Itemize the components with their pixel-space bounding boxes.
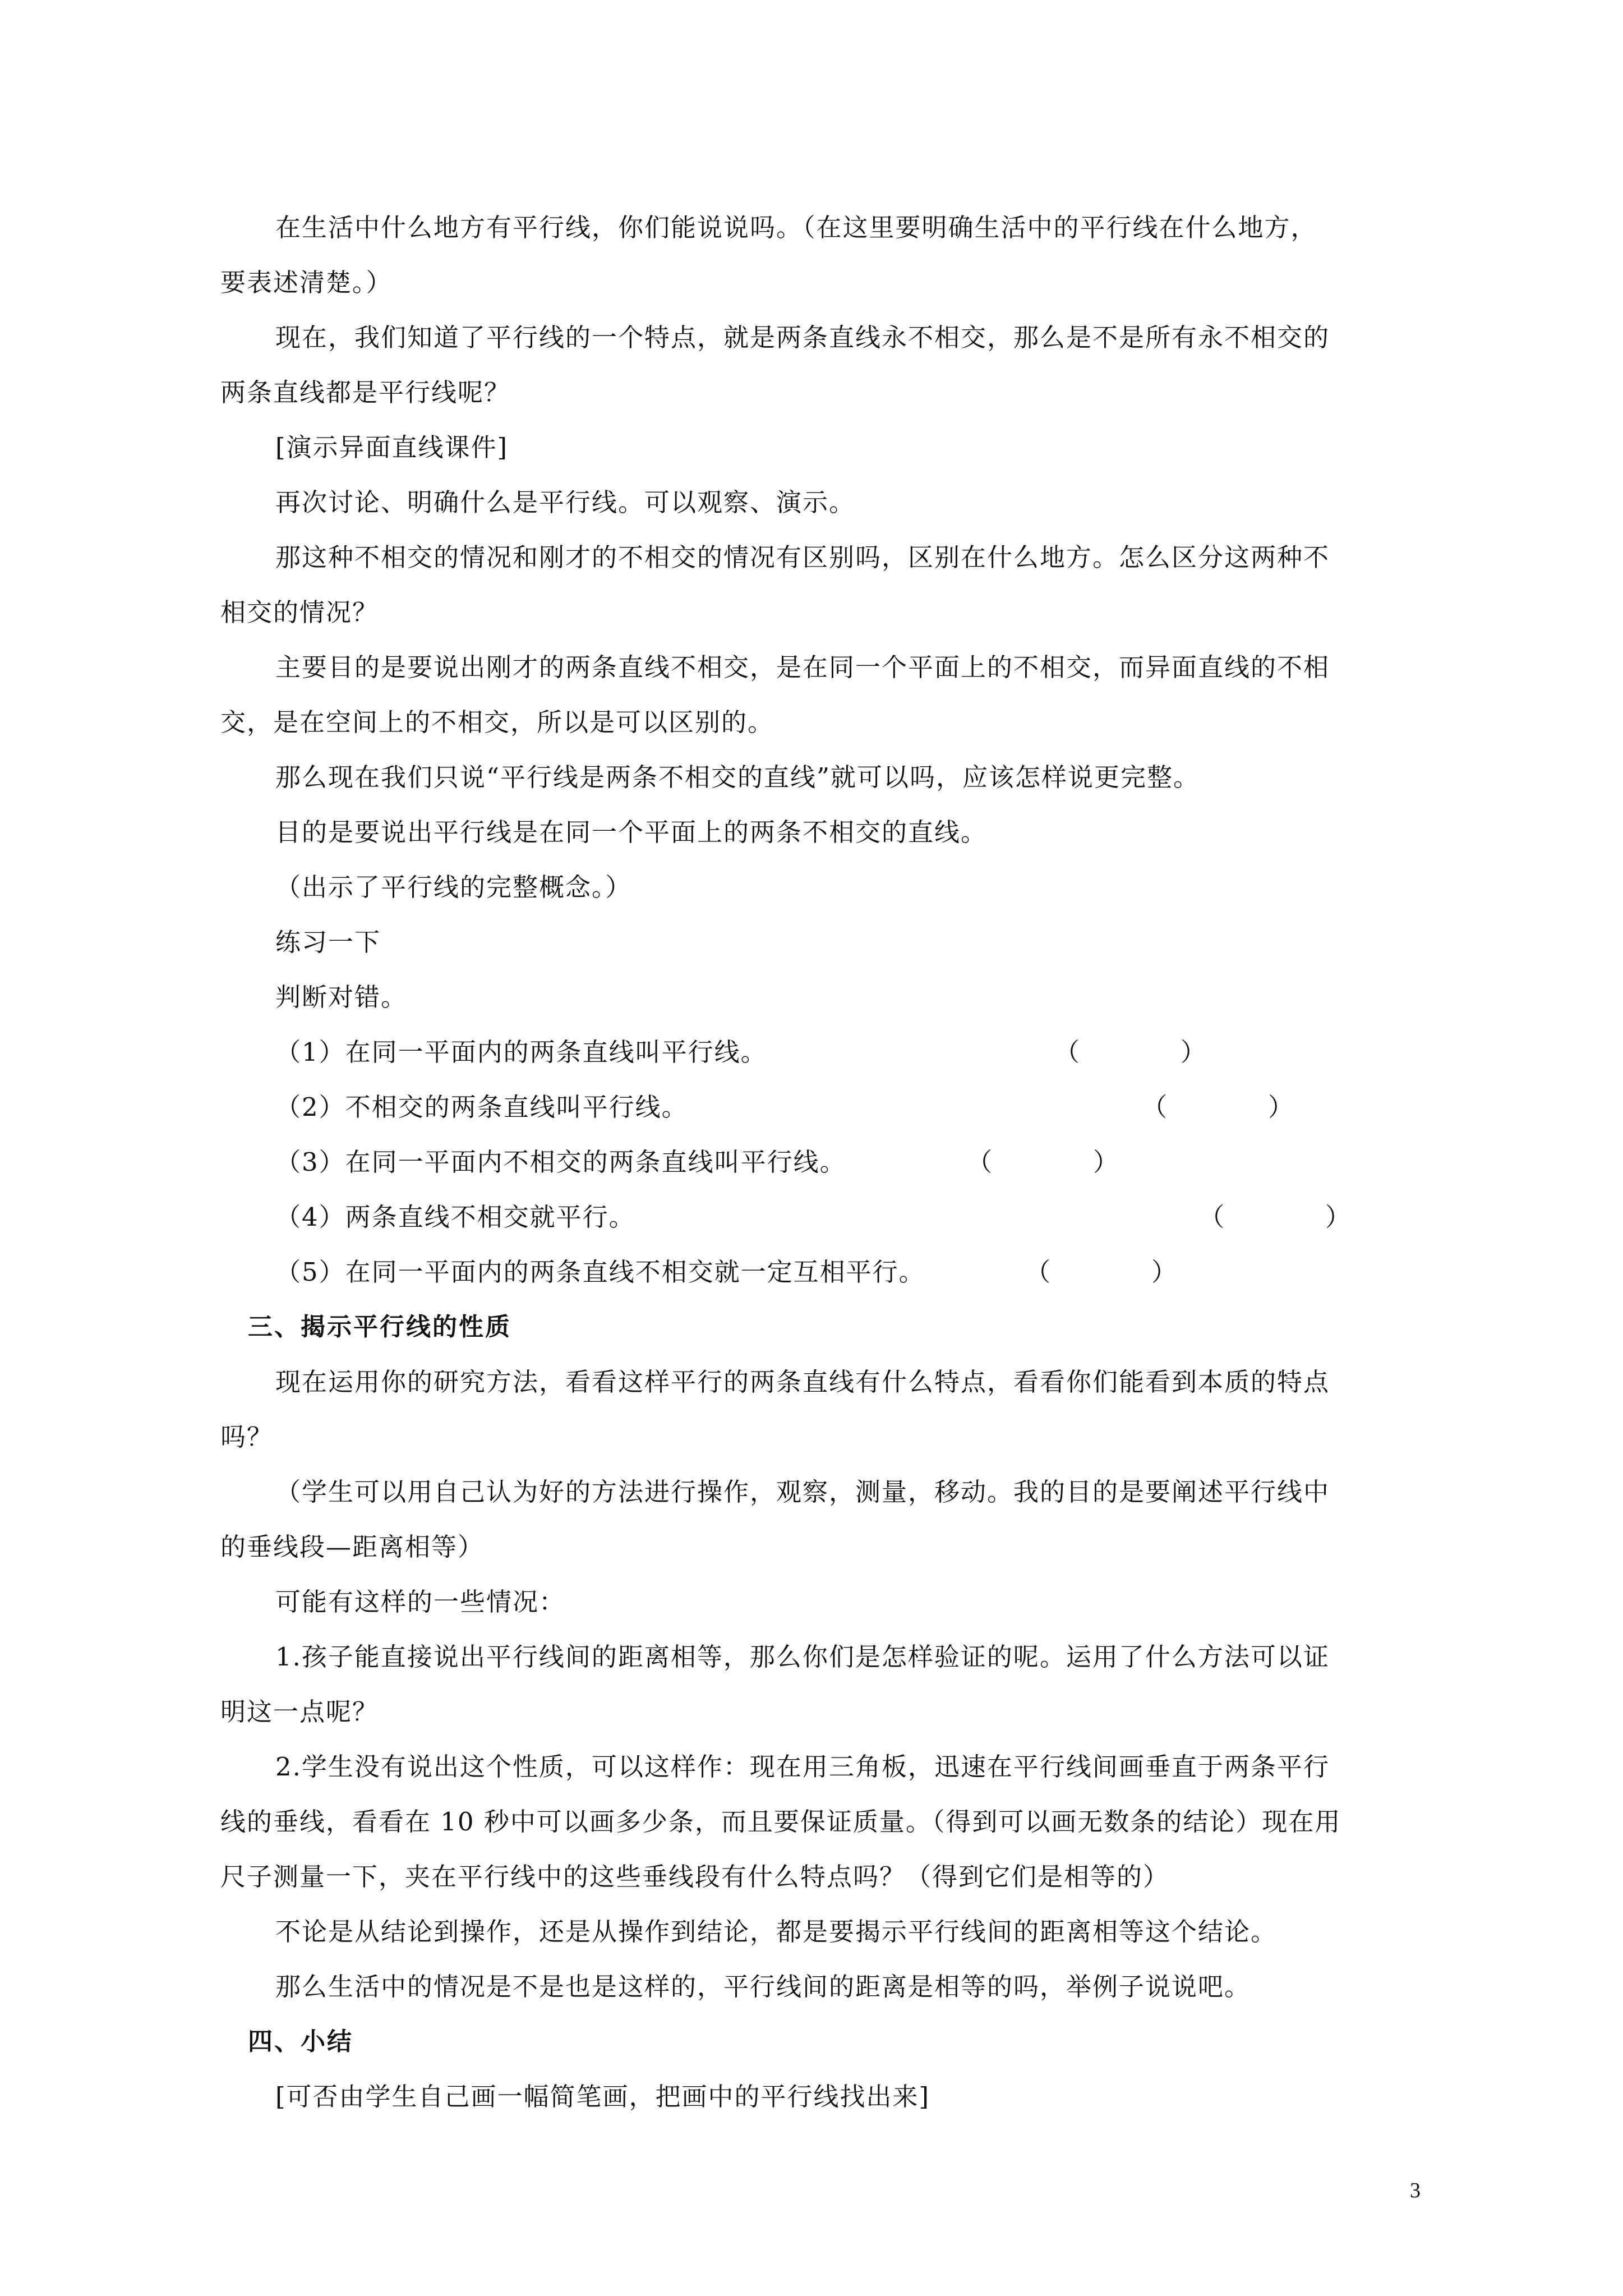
paragraph-line: 两条直线都是平行线呢？ bbox=[220, 378, 511, 407]
paragraph-line: 不论是从结论到操作，还是从操作到结论，都是要揭示平行线间的距离相等这个结论。 bbox=[275, 1917, 1278, 1947]
exercise-item: （2）不相交的两条直线叫平行线。 bbox=[275, 1092, 688, 1122]
paragraph-line: （出示了平行线的完整概念。） bbox=[275, 872, 632, 902]
section-heading: 四、小结 bbox=[248, 2027, 353, 2056]
paragraph-line: 那么生活中的情况是不是也是这样的，平行线间的距离是相等的吗，举例子说说吧。 bbox=[275, 1972, 1251, 2001]
page-number: 3 bbox=[1410, 2179, 1421, 2202]
paragraph-line: 那么现在我们只说“平行线是两条不相交的直线”就可以吗，应该怎样说更完整。 bbox=[275, 762, 1200, 792]
exercise-item: （5）在同一平面内的两条直线不相交就一定互相平行。 bbox=[275, 1257, 925, 1287]
answer-blank[interactable]: （ ） bbox=[1054, 1037, 1206, 1067]
paragraph-line: 在生活中什么地方有平行线，你们能说说吗。（在这里要明确生活中的平行线在什么地方， bbox=[275, 213, 1317, 242]
paragraph-line: 1.孩子能直接说出平行线间的距离相等，那么你们是怎样验证的呢。运用了什么方法可以证 bbox=[275, 1642, 1330, 1672]
paragraph-line: 线的垂线，看看在 10 秒中可以画多少条，而且要保证质量。（得到可以画无数条的结论）现在用 bbox=[220, 1807, 1341, 1837]
paragraph-line: （学生可以用自己认为好的方法进行操作，观察，测量，移动。我的目的是要阐述平行线中 bbox=[275, 1477, 1330, 1507]
paragraph-line: [可否由学生自己画一幅简笔画，把画中的平行线找出来] bbox=[275, 2082, 930, 2111]
answer-blank[interactable]: （ ） bbox=[1199, 1202, 1351, 1232]
paragraph-line: 交，是在空间上的不相交，所以是可以区别的。 bbox=[220, 707, 774, 737]
exercise-item: （4）两条直线不相交就平行。 bbox=[275, 1202, 635, 1232]
paragraph-line: 判断对错。 bbox=[275, 982, 408, 1012]
paragraph-line: 要表述清楚。） bbox=[220, 268, 393, 297]
paragraph-line: 相交的情况？ bbox=[220, 597, 379, 627]
paragraph-line: 现在，我们知道了平行线的一个特点，就是两条直线永不相交，那么是不是所有永不相交的 bbox=[275, 323, 1330, 352]
paragraph-line: 尺子测量一下，夹在平行线中的这些垂线段有什么特点吗？（得到它们是相等的） bbox=[220, 1862, 1170, 1892]
paragraph-line: [演示异面直线课件] bbox=[275, 432, 509, 462]
paragraph-line: 可能有这样的一些情况： bbox=[275, 1587, 566, 1617]
answer-blank[interactable]: （ ） bbox=[1025, 1257, 1177, 1287]
paragraph-line: 吗？ bbox=[220, 1422, 274, 1452]
exercise-item: （3）在同一平面内不相交的两条直线叫平行线。 bbox=[275, 1147, 846, 1177]
paragraph-line: 再次讨论、明确什么是平行线。可以观察、演示。 bbox=[275, 487, 856, 517]
paragraph-line: 练习一下 bbox=[275, 927, 381, 957]
paragraph-line: 现在运用你的研究方法，看看这样平行的两条直线有什么特点，看看你们能看到本质的特点 bbox=[275, 1367, 1330, 1397]
paragraph-line: 明这一点呢？ bbox=[220, 1697, 379, 1727]
answer-blank[interactable]: （ ） bbox=[967, 1147, 1119, 1177]
paragraph-line: 的垂线段—距离相等） bbox=[220, 1532, 485, 1562]
paragraph-line: 主要目的是要说出刚才的两条直线不相交，是在同一个平面上的不相交，而异面直线的不相 bbox=[275, 652, 1330, 682]
paragraph-line: 目的是要说出平行线是在同一个平面上的两条不相交的直线。 bbox=[275, 817, 988, 847]
section-heading: 三、揭示平行线的性质 bbox=[248, 1313, 511, 1341]
exercise-item: （1）在同一平面内的两条直线叫平行线。 bbox=[275, 1037, 767, 1067]
answer-blank[interactable]: （ ） bbox=[1142, 1092, 1294, 1122]
paragraph-line: 2.学生没有说出这个性质，可以这样作：现在用三角板，迅速在平行线间画垂直于两条平行 bbox=[275, 1752, 1330, 1782]
paragraph-line: 那这种不相交的情况和刚才的不相交的情况有区别吗，区别在什么地方。怎么区分这两种不 bbox=[275, 542, 1330, 572]
